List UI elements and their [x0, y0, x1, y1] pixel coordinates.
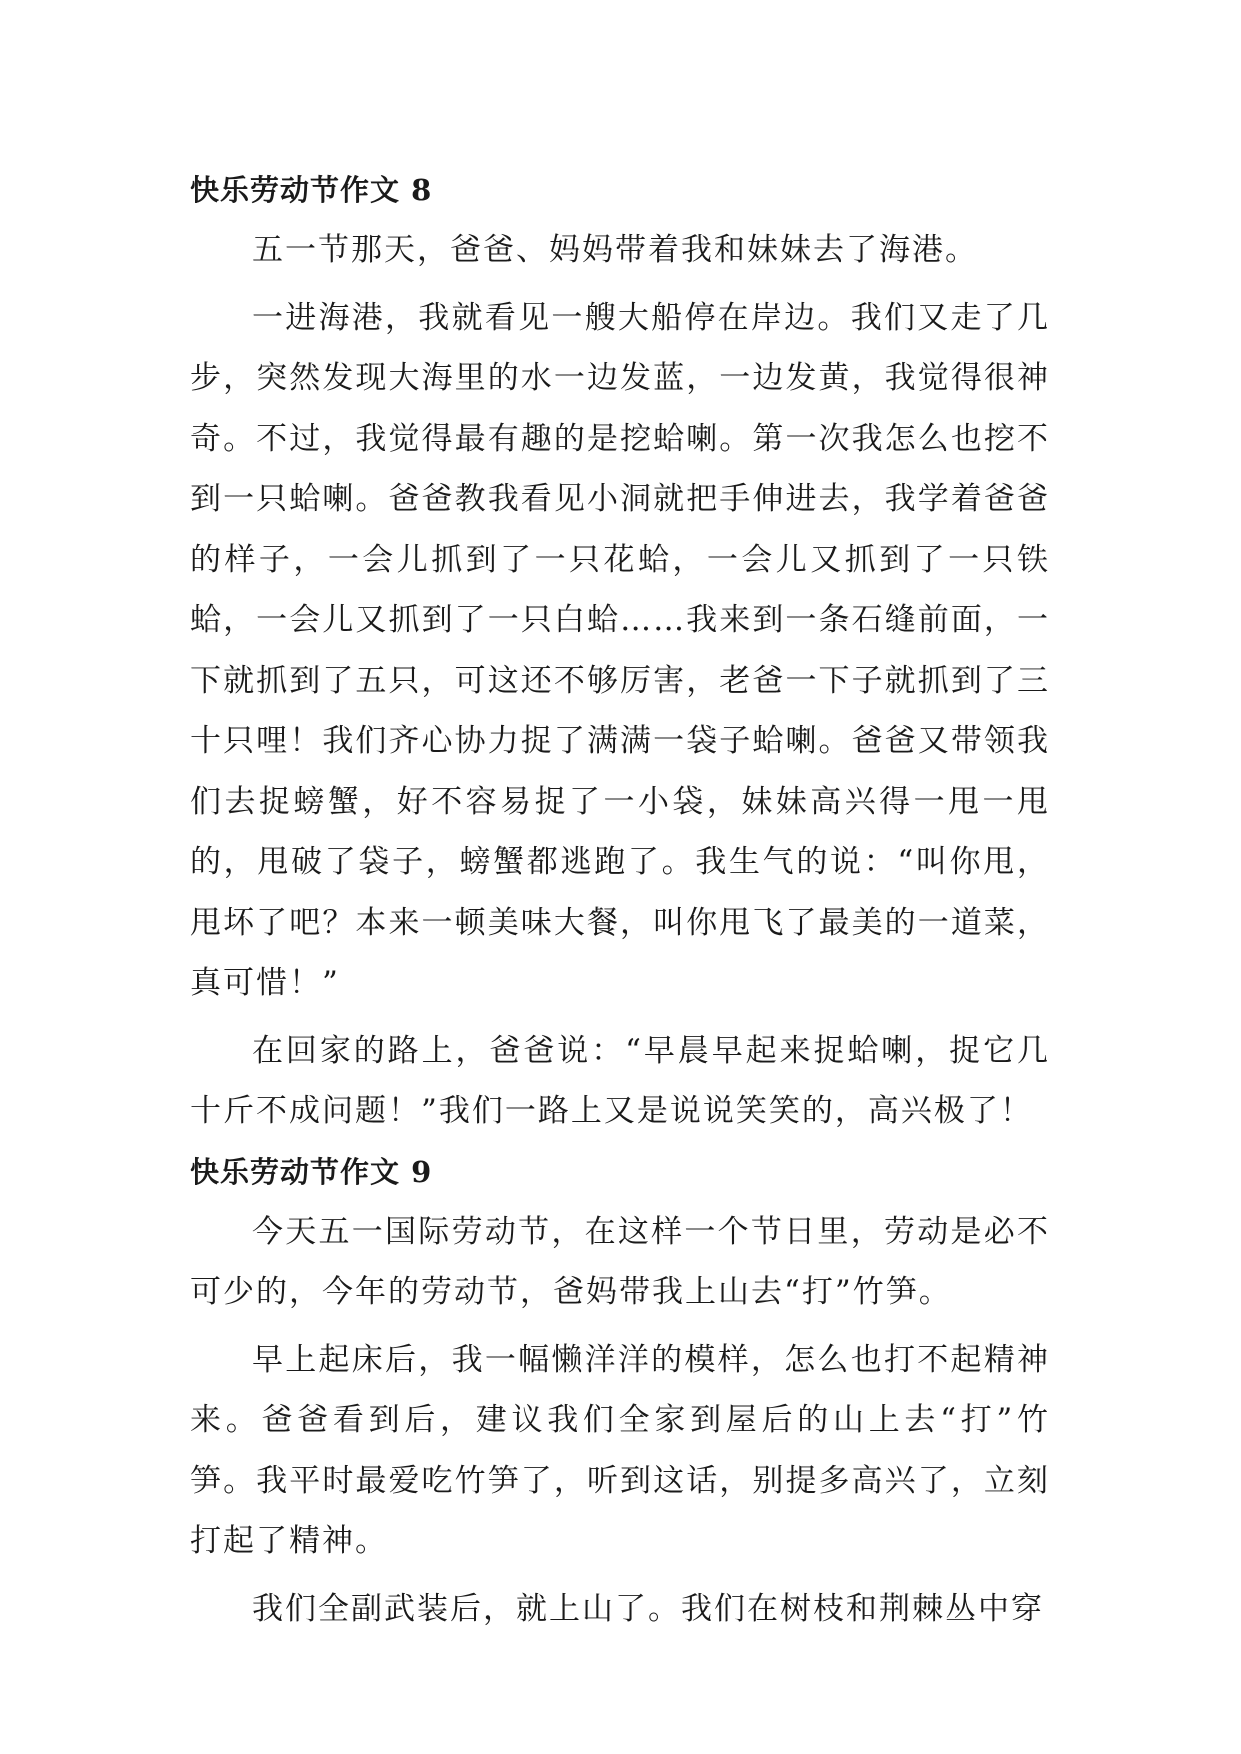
essay-paragraph: 在回家的路上，爸爸说：“早晨早起来捉蛤喇，捉它几十斤不成问题！”我们一路上又是说说笑笑的，高兴极了！: [190, 1032, 1050, 1129]
essay-9: [190, 1142, 1050, 1640]
essay-title: 快乐劳动节作文 9: [190, 1154, 433, 1189]
essay-8: [190, 160, 1050, 1142]
essay-paragraph: 一进海港，我就看见一艘大船停在岸边。我们又走了几步，突然发现大海里的水一边发蓝，一边发黄，我觉得很神奇。不过，我觉得最有趣的是挖蛤喇。第一次我怎么也挖不到一只蛤喇。爸爸教我看见小洞就把手伸进去，我学着爸爸的样子，一会儿抓到了一只花蛤，一会儿又抓到了一只铁蛤，一会儿又抓到了一只白蛤……我来到一条石缝前面，一下就抓到了五只，可这还不够厉害，老爸一下子就抓到了三十只哩！我们齐心协力捉了满满一袋子蛤喇。爸爸又带领我们去捉螃蟹，好不容易捉了一小袋，妹妹高兴得一甩一甩的，甩破了袋子，螃蟹都逃跑了。我生气的说：“叫你甩，甩坏了吧？本来一顿美味大餐，叫你甩飞了最美的一道菜，真可惜！”: [190, 299, 1050, 1001]
essay-paragraph: 五一节那天，爸爸、妈妈带着我和妹妹去了海港。: [252, 232, 978, 268]
essay-paragraph: 早上起床后，我一幅懒洋洋的模样，怎么也打不起精神来。爸爸看到后，建议我们全家到屋后的山上去“打”竹笋。我平时最爱吃竹笋了，听到这话，别提多高兴了，立刻打起了精神。: [190, 1341, 1050, 1559]
essay-title: 快乐劳动节作文 8: [190, 173, 433, 207]
essay-paragraph: 我们全副武装后，就上山了。我们在树枝和荆棘丛中穿: [252, 1590, 1044, 1627]
document-page: [190, 160, 1050, 1639]
essay-paragraph: 今天五一国际劳动节，在这样一个节日里，劳动是必不可少的，今年的劳动节，爸妈带我上山去“打”竹笋。: [190, 1213, 1050, 1310]
